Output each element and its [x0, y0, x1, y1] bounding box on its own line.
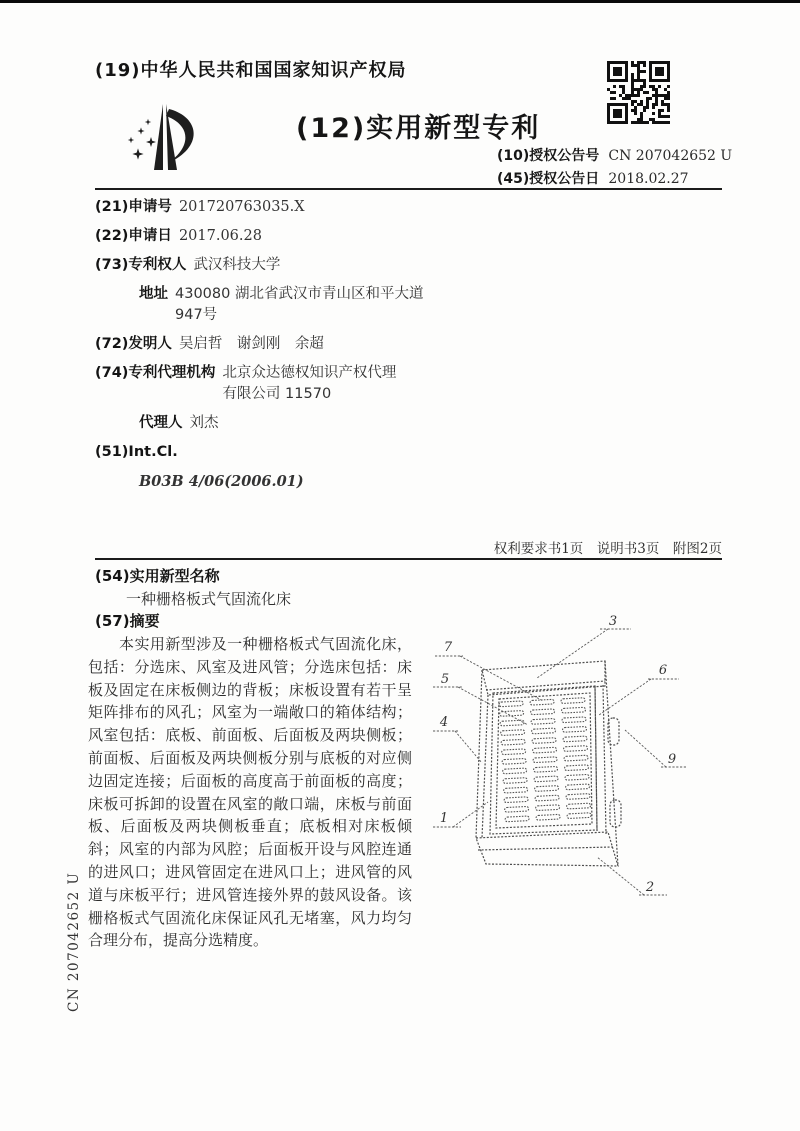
publication-number-label: (10)授权公告号 [497, 148, 600, 164]
patentee-value: 武汉科技大学 [193, 257, 281, 273]
qr-code [607, 61, 670, 124]
bibliographic-section [95, 197, 430, 500]
agent-row [139, 413, 430, 434]
publication-date-label: (45)授权公告日 [497, 171, 600, 187]
bottom-band-mid-line [478, 847, 613, 850]
int-cl-value-row [139, 471, 430, 492]
left-frame-inner [482, 695, 488, 838]
publication-date-row [497, 167, 732, 190]
int-cl-value: B03B 4/06(2006.01) [139, 473, 304, 490]
address-row [139, 284, 430, 326]
logo-tower-left [154, 104, 163, 170]
top-edge-line [0, 0, 800, 3]
int-cl-row [95, 442, 430, 463]
middle-divider [95, 558, 722, 560]
right-bar-right-edge [603, 685, 606, 834]
publication-block [497, 144, 732, 190]
inventors-label: (72)发明人 [95, 336, 172, 352]
patent-title: 一种栅格板式气固流化床 [126, 590, 292, 608]
pages-summary: 权利要求书1页 说明书3页 附图2页 [493, 541, 722, 557]
agent-value: 刘杰 [189, 415, 219, 431]
figure-label-2: 2 [645, 880, 655, 895]
logo-stars [128, 119, 156, 160]
figure-leader-lines [433, 629, 687, 895]
figure-label-6: 6 [658, 663, 668, 678]
publication-number-value: CN 207042652 U [608, 148, 733, 164]
int-cl-label: (51)Int.Cl. [95, 444, 178, 460]
figure-label-1: 1 [439, 811, 449, 826]
application-number-row [95, 197, 430, 218]
patent-figure [420, 598, 720, 928]
sidebar-doc-number: CN 207042652 U [66, 871, 82, 1012]
patentee-row [95, 255, 430, 276]
agency-value: 北京众达德权知识产权代理有限公司 11570 [222, 365, 397, 402]
fluidized-bed-drawing [476, 661, 621, 866]
application-date-value: 2017.06.28 [178, 228, 262, 244]
agent-label: 代理人 [139, 415, 183, 431]
right-back-edge [605, 661, 618, 866]
inventors-row [95, 334, 430, 355]
application-number-value: 201720763035.X [178, 199, 305, 215]
bed-plate-outline [490, 686, 597, 834]
figure-label-9: 9 [667, 752, 677, 767]
inventors-value: 吴启哲 谢剑刚 余超 [178, 336, 324, 352]
abstract-text: 本实用新型涉及一种栅格板式气固流化床，包括：分选床、风室及进风管；分选床包括：床板及固定在床板侧边的背板；床板设置有若干呈矩阵排布的风孔；风室为一端敞口的箱体结构；风室包括：底板、前面板、后面板及两块侧板；前面板、后面板及两块侧板分别与底板的对应侧边固定连接；后面板的高度高于前面板的高度；床板可拆卸的设置在风室的敞口端，床板与前面板、后面板及两块侧板垂直；底板相对床板倾斜；风室的内部为风腔；后面板开设与风腔连通的进风口；进风管固定在进风口上；进风管的风道与床板平行；进风管连接外界的鼓风设备。该栅格板式气固流化床保证风孔无堵塞，风力均匀合理分布，提高分选精度。 [88, 635, 412, 950]
title-section-label: (54)实用新型名称 [95, 567, 220, 585]
application-number-label: (21)申请号 [95, 199, 172, 215]
agency-label: (74)专利代理机构 [95, 365, 216, 381]
abstract-label: (57)摘要 [95, 612, 160, 630]
application-date-row [95, 226, 430, 247]
header-divider [95, 188, 722, 190]
address-value: 430080 湖北省武汉市青山区和平大道947号 [175, 286, 424, 323]
office-name: (19)中华人民共和国国家知识产权局 [95, 60, 407, 81]
figure-label-3: 3 [608, 614, 618, 629]
figure-label-7: 7 [443, 640, 453, 655]
back-plate-inner-line [486, 681, 605, 690]
address-label: 地址 [139, 286, 168, 302]
figure-label-4: 4 [439, 715, 449, 730]
publication-date-value: 2018.02.27 [608, 171, 689, 187]
cnipa-logo [112, 97, 224, 185]
figure-label-5: 5 [440, 672, 450, 687]
patentee-label: (73)专利权人 [95, 257, 187, 273]
document-type-title: (12)实用新型专利 [296, 113, 541, 144]
publication-number-row [497, 144, 732, 167]
application-date-label: (22)申请日 [95, 228, 172, 244]
agency-row [95, 363, 430, 405]
left-frame-outer [476, 670, 482, 838]
